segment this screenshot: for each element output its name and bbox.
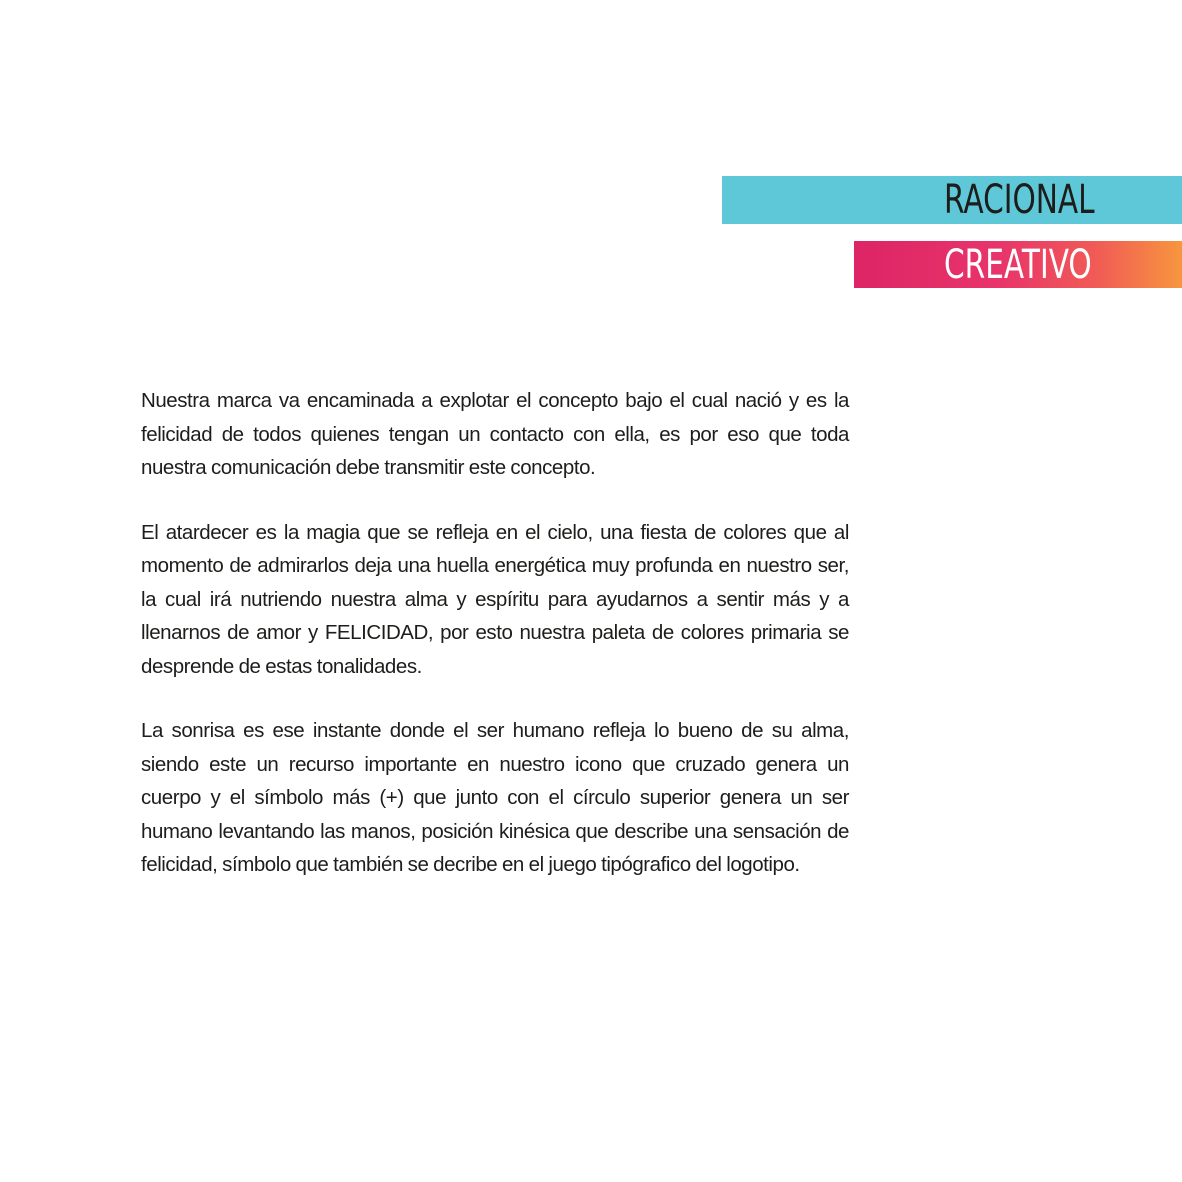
creativo-label: CREATIVO	[944, 241, 1092, 288]
paragraph-sunset-palette: El atardecer es la magia que se refleja en el cielo, una fiesta de colores que al momento de admirarlos deja una huella energética muy profunda en nuestro ser, la cual irá nutriendo nuestra alma y espíritu para ayudarnos a sentir más y a llenarnos de amor y FELICIDAD, por esto nuestra paleta de colores primaria se desprende de estas tonalidades.	[141, 520, 849, 678]
racional-band	[722, 176, 1182, 224]
paragraph-brand-concept: Nuestra marca va encaminada a explotar el concepto bajo el cual nació y es la felicidad de todos quienes tengan un contacto con ella, es por eso que toda nuestra comunicación debe transmitir este concepto.	[141, 389, 849, 479]
creativo-band	[854, 241, 1182, 288]
racional-label: RACIONAL	[944, 177, 1095, 223]
body-text	[141, 384, 849, 913]
paragraph-smile-icon: La sonrisa es ese instante donde el ser humano refleja lo bueno de su alma, siendo este un recurso importante en nuestro icono que cruzado genera un cuerpo y el símbolo más (+) que junto con el círculo superior genera un ser humano levantando las manos, posición kinésica que describe una sensación de felicidad, símbolo que también se decribe en el juego tipógrafico del logotipo.	[141, 719, 849, 876]
